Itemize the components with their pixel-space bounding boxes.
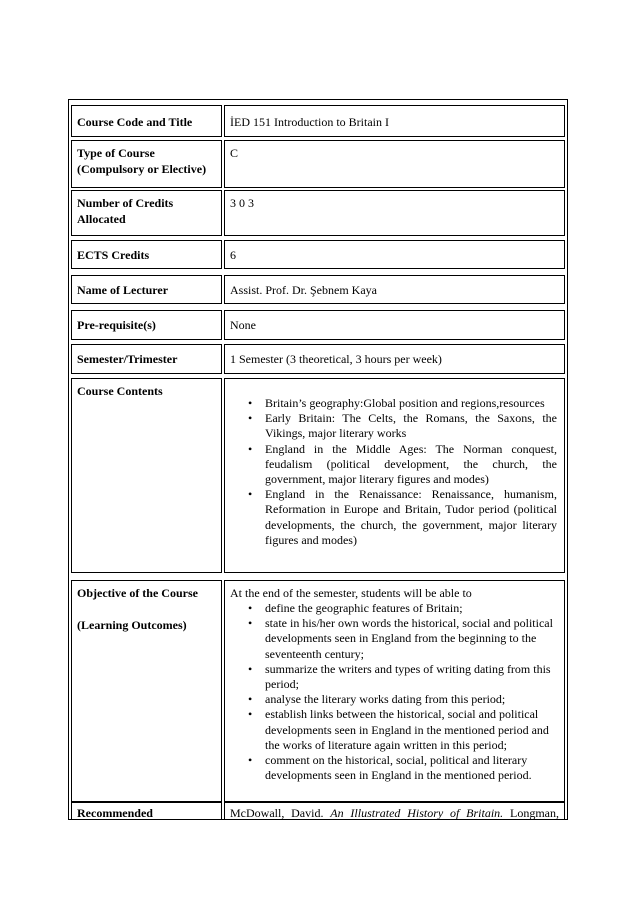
- row-lecturer: [71, 275, 565, 304]
- recommended-value: [224, 802, 565, 820]
- course-type-value: C: [224, 140, 565, 188]
- row-recommended: [71, 802, 565, 820]
- list-item: • define the geographic features of Britain;: [265, 601, 557, 616]
- lecturer-label: Name of Lecturer: [71, 275, 222, 304]
- recommended-author: McDowall, David.: [230, 806, 324, 820]
- objective-intro: At the end of the semester, students will be able to: [230, 586, 472, 600]
- course-type-label-line2: (Compulsory or Elective): [77, 162, 207, 176]
- ects-value: 6: [224, 240, 565, 269]
- semester-value: 1 Semester (3 theoretical, 3 hours per week): [224, 344, 565, 374]
- objective-label-line2: (Learning Outcomes): [77, 618, 187, 632]
- course-type-label-line1: Type of Course: [77, 146, 155, 160]
- list-item: • England in the Middle Ages: The Norman conquest, feudalism (political development, the church, the government, major literary figures and modes): [265, 442, 557, 488]
- list-item: • Britain’s geography:Global position and regions,resources: [265, 396, 557, 411]
- course-contents-value: [224, 378, 565, 573]
- list-item: • Early Britain: The Celts, the Romans, the Saxons, the Vikings, major literary works: [265, 411, 557, 441]
- objective-label: [71, 580, 222, 802]
- row-course-contents: [71, 378, 565, 573]
- course-contents-list: [265, 396, 557, 548]
- row-semester: [71, 344, 565, 374]
- list-item: • state in his/her own words the historical, social and political developments seen in England from the beginning to the seventeenth century;: [265, 616, 557, 662]
- list-item: • summarize the writers and types of writing dating from this period;: [265, 662, 557, 692]
- row-credits: [71, 190, 565, 236]
- credits-label-line2: Allocated: [77, 212, 126, 226]
- row-ects: [71, 240, 565, 269]
- recommended-label: Recommended: [71, 802, 222, 820]
- credits-label-line1: Number of Credits: [77, 196, 174, 210]
- ects-label: ECTS Credits: [71, 240, 222, 269]
- prerequisite-value: None: [224, 310, 565, 340]
- recommended-book-title: An Illustrated History of Britain.: [330, 806, 504, 820]
- course-code-value: İED 151 Introduction to Britain I: [224, 105, 565, 137]
- recommended-publisher: Longman,: [510, 806, 559, 820]
- course-code-label: Course Code and Title: [71, 105, 222, 137]
- course-info-table: [68, 99, 568, 820]
- prerequisite-label: Pre-requisite(s): [71, 310, 222, 340]
- lecturer-value: Assist. Prof. Dr. Şebnem Kaya: [224, 275, 565, 304]
- list-item: • England in the Renaissance: Renaissance, humanism, Reformation in Europe and Britain, Tudor period (political developments, the church, the government, major literary figures and modes): [265, 487, 557, 548]
- objective-list: [265, 601, 557, 783]
- course-type-label: [71, 140, 222, 188]
- credits-label: [71, 190, 222, 236]
- objective-value: [224, 580, 565, 802]
- course-contents-label: Course Contents: [71, 378, 222, 573]
- row-objective: [71, 580, 565, 802]
- semester-label: Semester/Trimester: [71, 344, 222, 374]
- row-course-code: [71, 105, 565, 137]
- list-item: • establish links between the historical, social and political developments seen in England in the mentioned period and the works of literature again written in this period;: [265, 707, 557, 753]
- list-item: • analyse the literary works dating from this period;: [265, 692, 557, 707]
- row-course-type: [71, 140, 565, 188]
- objective-label-line1: Objective of the Course: [77, 586, 198, 600]
- list-item: • comment on the historical, social, political and literary developments seen in England in the mentioned period.: [265, 753, 557, 783]
- credits-value: 3 0 3: [224, 190, 565, 236]
- row-prerequisite: [71, 310, 565, 340]
